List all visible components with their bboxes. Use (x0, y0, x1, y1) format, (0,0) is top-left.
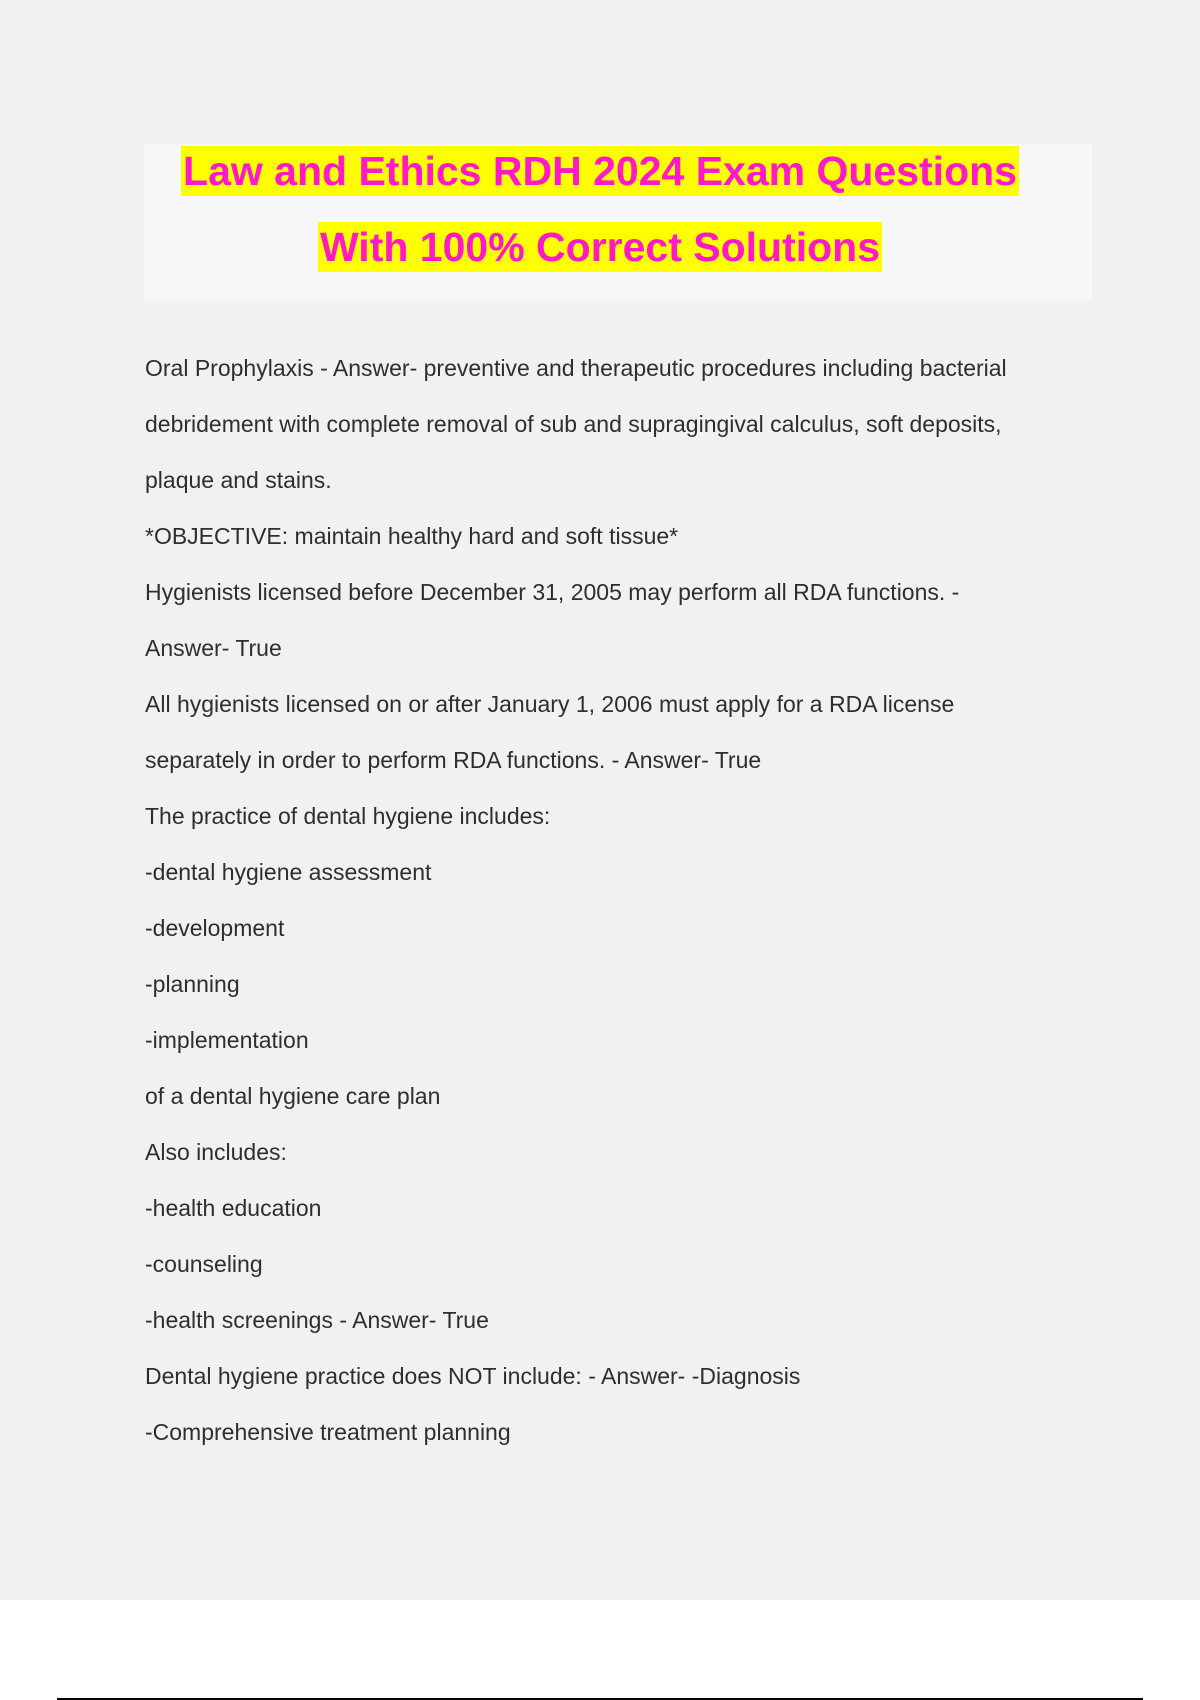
text-line: Also includes: (145, 1139, 287, 1165)
text-line: *OBJECTIVE: maintain healthy hard and soft tissue* (145, 523, 679, 549)
text-line: Hygienists licensed before December 31, 2005 may perform all RDA functions. - (145, 579, 960, 605)
text-line: -Comprehensive treatment planning (145, 1419, 511, 1445)
text-line: Oral Prophylaxis - Answer- preventive and therapeutic procedures including bacterial (145, 355, 1007, 381)
document-title-line-1: Law and Ethics RDH 2024 Exam Questions (183, 148, 1017, 194)
text-line: All hygienists licensed on or after January 1, 2006 must apply for a RDA license (145, 691, 955, 717)
text-line: Answer- True (145, 635, 282, 661)
text-line: -counseling (145, 1251, 263, 1277)
text-line: -health education (145, 1195, 322, 1221)
text-line: separately in order to perform RDA functions. - Answer- True (145, 747, 762, 773)
document-title-line-2: With 100% Correct Solutions (319, 224, 881, 270)
text-line: debridement with complete removal of sub and supragingival calculus, soft deposits, (145, 411, 1002, 437)
document-body (145, 340, 1095, 1460)
text-line: of a dental hygiene care plan (145, 1083, 441, 1109)
text-line: -dental hygiene assessment (145, 859, 432, 885)
text-line: The practice of dental hygiene includes: (145, 803, 551, 829)
text-line: -implementation (145, 1027, 309, 1053)
text-line: -development (145, 915, 285, 941)
text-line: plaque and stains. (145, 467, 332, 493)
text-line: Dental hygiene practice does NOT include: - Answer- -Diagnosis (145, 1363, 801, 1389)
text-line: -health screenings - Answer- True (145, 1307, 489, 1333)
text-line: -planning (145, 971, 240, 997)
